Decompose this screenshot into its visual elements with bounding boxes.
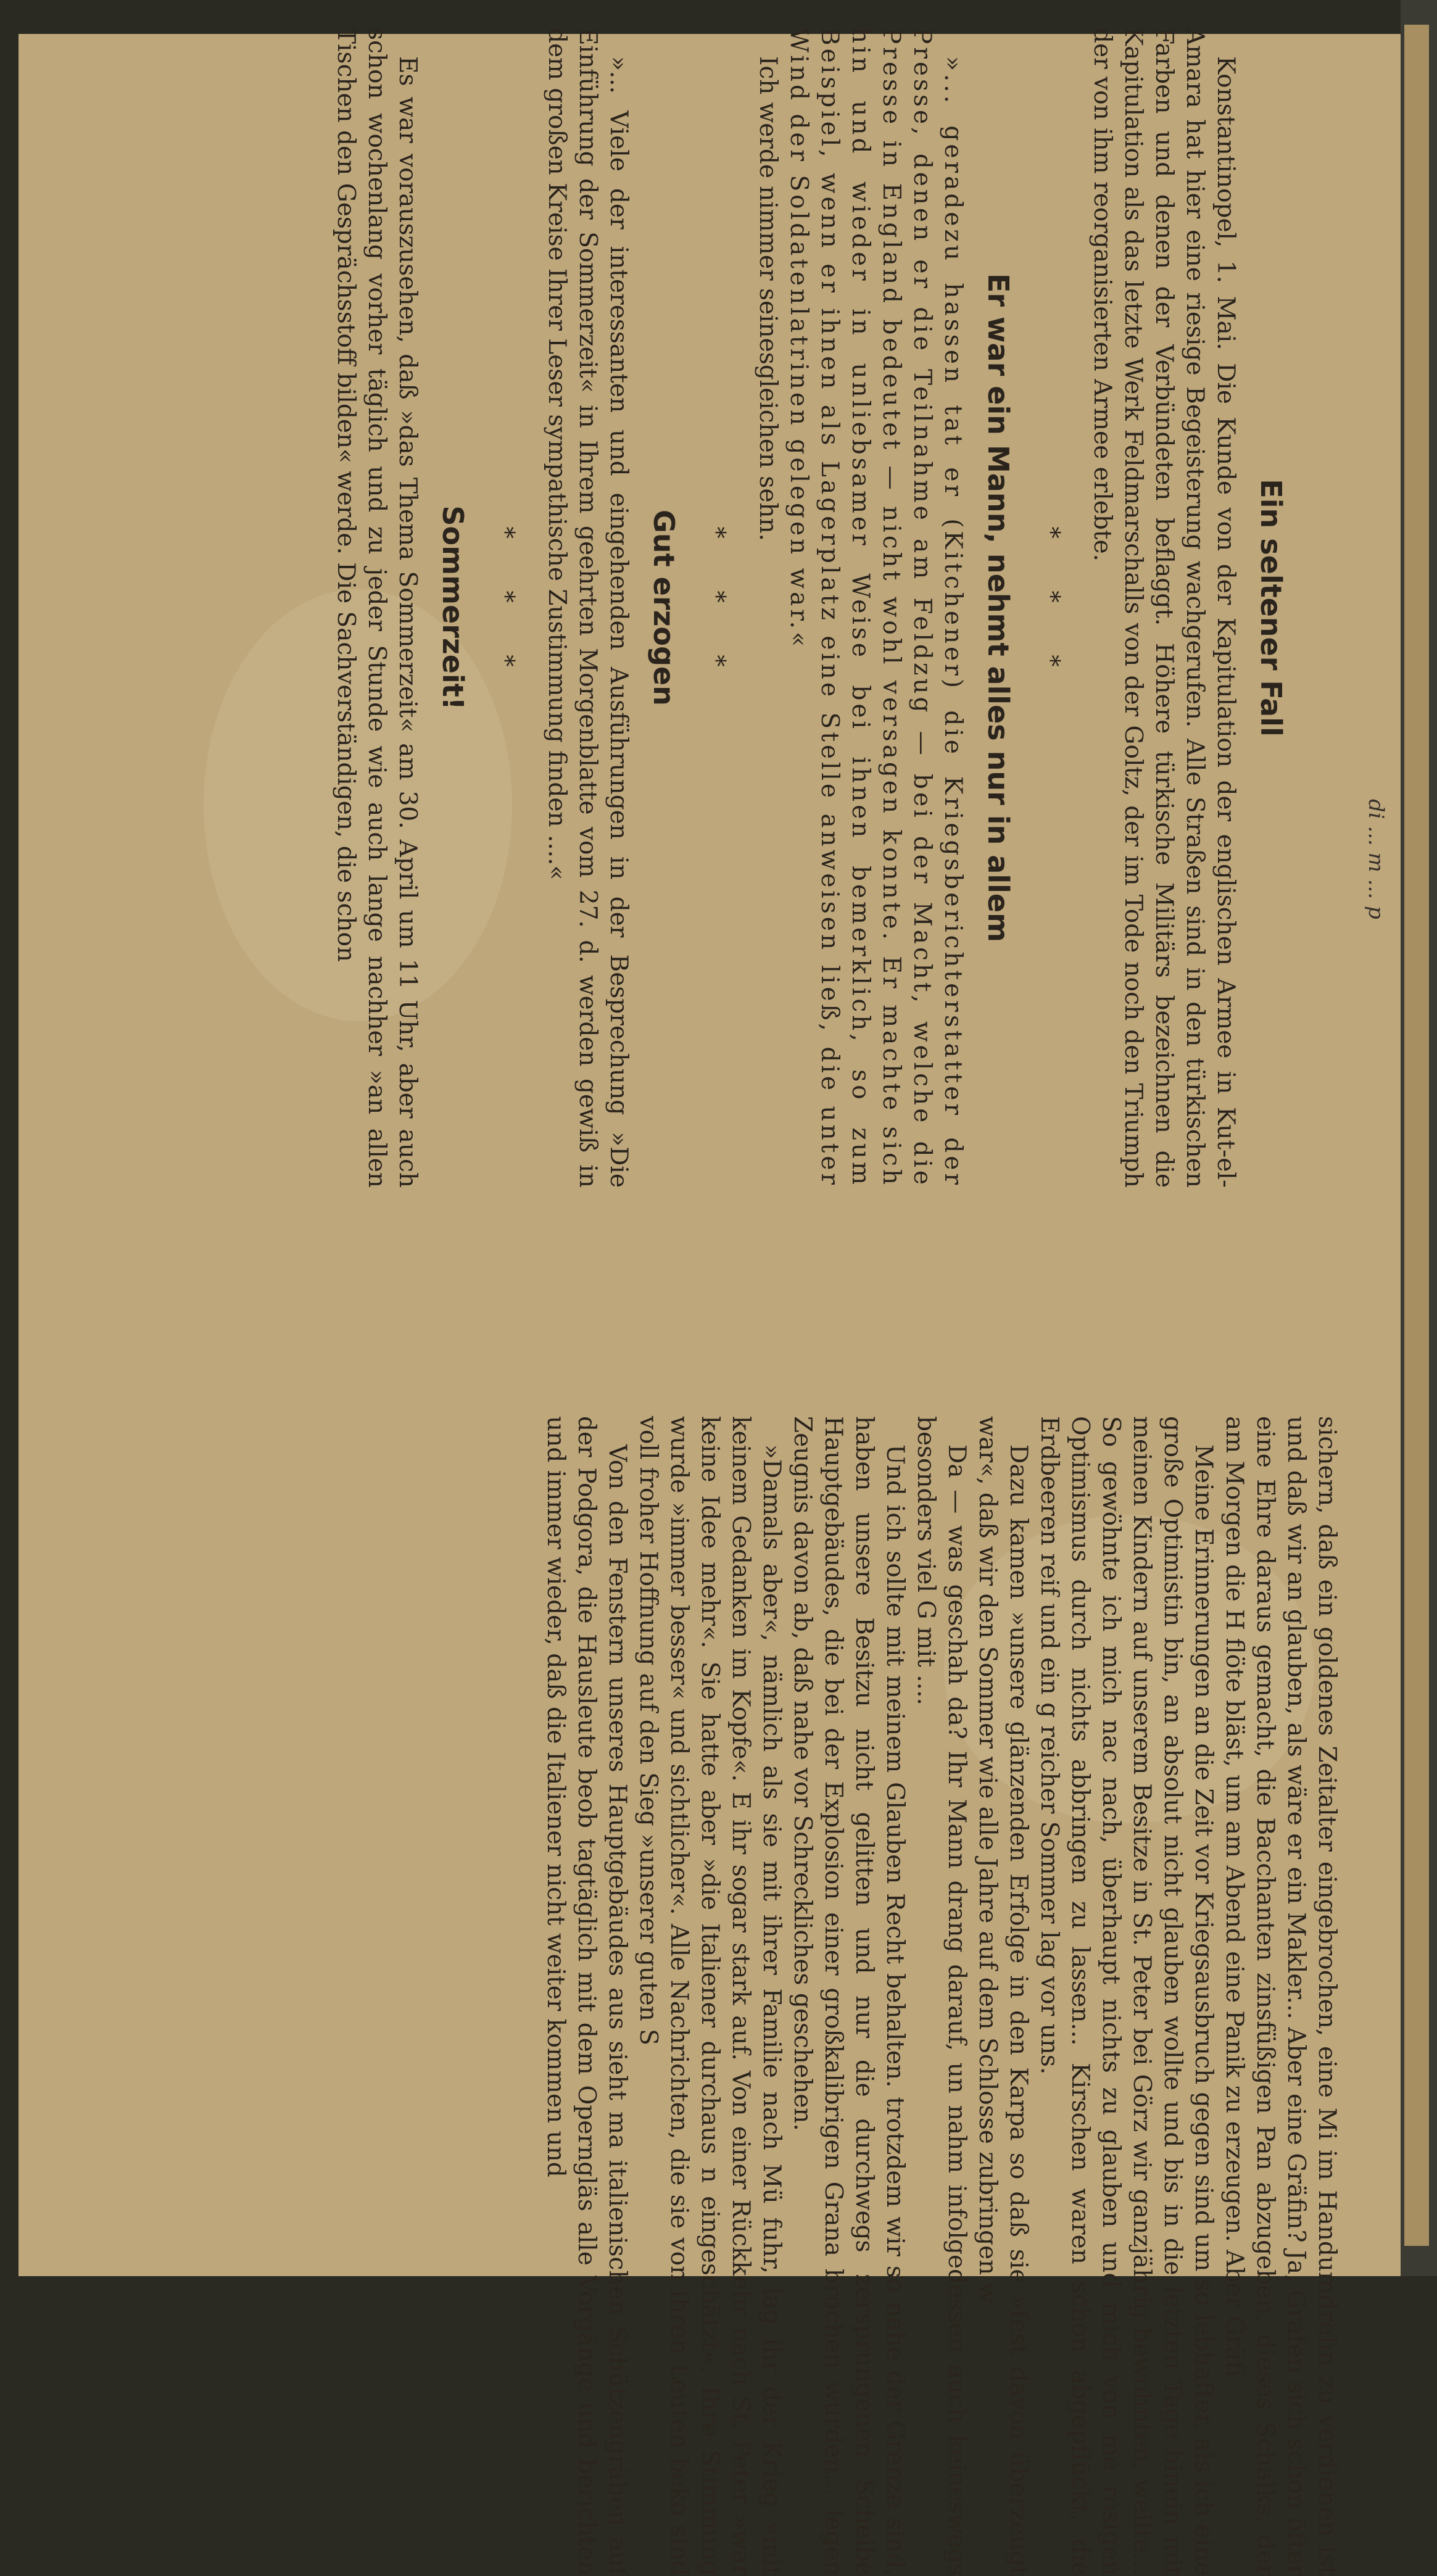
upper-column (330, 28, 1286, 1188)
paragraph: Meine Erinnerungen an die Zeit vor Kriegsausbruch gegen sind um so lebhafter, als ich eine große Optimistin bin, an absolut nicht glauben wollte und bis in die letzten Tage hinein mit meinen Kindern auf unserem Besitze in St. Peter bei Görz wir ganzjährig bewohnten, weilte... So gewöhnte ich mich nac nach, überhaupt nichts zu glauben und mich von me rosigen Optimismus durch nichts abbringen zu lassen... Kirschen waren schon abgepflückt, die Erdbeeren reif und ein g reicher Sommer lag vor uns. (1035, 1416, 1217, 2576)
text-gut-erzogen: »... Viele der interessanten und eingehenden Ausführungen in der Besprechung »Die Einführung der Sommerzeit« in Ihrem geehrten Morgenblatte vom 27. d. werden gewiß in dem großen Kreise Ihrer Leser sympathische Zustimmung finden ....« (543, 28, 632, 1188)
handwritten-margin-note: di ... m ... p (1364, 799, 1388, 919)
separator-stars: * * * (491, 526, 519, 689)
heading-er-war-ein-mann: Er war ein Mann, nehmt alles nur in allem (982, 273, 1015, 943)
paragraph: Von den Fenstern unseres Hauptgebäudes aus sieht ma italienischen Schützengräben auf der Podgora, die Hausleute beob tagtäglich mit dem Operngläs alle Vorgänge und berichten und immer wieder, daß die Italiener nicht weiter kommen und (542, 1416, 631, 2576)
separator-stars: * * * (702, 526, 730, 689)
paragraph: sichern, daß ein goldenes Zeitalter eingebrochen, eine Mi im Handumdrehn zu verdienen ist und daß wir an glauben, als wäre er ein Makler... Aber eine Gräfin? Ja, Grafen sich schon öfter eine Ehre daraus gemacht, die Bacchanten zinsfüßigen Pan abzugeben, dieses Schalks, der am Morgen die H flöte bläst, um am Abend eine Panik zu erzeugen. Aber Gräfi (1220, 1416, 1341, 2576)
heading-gut-erzogen: Gut erzogen (647, 510, 681, 706)
paragraph: Da — was geschah da? Ihr Mann drang darauf, un nahm infolgedessen auch keineswegs besonders viel G mit .... (912, 1416, 971, 2576)
paragraph: »Damals aber«, nämlich als sie mit ihrer Familie nach Mü fuhr, lag ihr der Krieg »mit keinem Gedanken im Kopfe«. E ihr sogar stark auf. Von einer Rückkehr nach St. Peter »war keine Idee mehr«. Sie hatte aber »die Italiener durchaus n eingeschätzt«. Ihre Stimmung wurde »immer besser« und sichtlicher«. Alle Nachrichten, die sie von ihren Leuten beko sind voll froher Hoffnung auf den Sieg »unserer guten S (634, 1416, 785, 2576)
text-er-war-ein-mann: »... geradezu hassen tat er (Kitchener) die Kriegsberichterstatter der Presse, denen er die Teilnahme am Feldzug — bei der Macht, welche die Presse in England bedeutet — nicht wohl versagen konnte. Er machte sich hin und wieder in unliebsamer Weise bei ihnen bemerklich, so zum Beispiel, wenn er ihnen als Lagerplatz eine Stelle anweisen ließ, die unter Wind der Soldatenlatrinen gelegen war.« (785, 28, 967, 1188)
book-binding (1401, 0, 1437, 2276)
paragraph: Dazu kamen »unsere glänzenden Erfolge in den Karpa so daß sie »fest davon überzeugt war«, daß wir den Sommer wie alle Jahre auf dem Schlosse zubringen w (974, 1416, 1032, 2576)
lower-column (540, 1416, 1342, 2576)
binding-strip (1404, 25, 1429, 2246)
heading-ein-seltener-fall: Ein seltener Fall (1254, 479, 1288, 737)
paragraph: Und ich sollte mit meinem Glauben Recht behalten. trotzdem wir so nahe der Grenze sind, haben unsere Besitzu nicht gelitten und nur die durchwegs zersprungenen Scheibe Hauptgebäudes, die bei der Explosion einer großkalibrigen Grana brochen wurden... legen Zeugnis davon ab, daß nahe vor Schreckliches geschehen. (789, 1416, 909, 2576)
text-sommerzeit: Es war vorauszusehen, daß »das Thema Sommerzeit« am 30. April um 11 Uhr, aber auch schon wochenlang vorher täglich und zu jeder Stunde wie auch lange nachher »an allen Tischen den Gesprächsstoff bilden« werde. Die Sachverständigen, die schon (332, 28, 421, 1188)
separator-stars: * * * (1037, 526, 1064, 689)
closing-line: Ich werde nimmer seinesgleichen sehn. (754, 56, 782, 542)
heading-sommerzeit: Sommerzeit! (436, 505, 470, 710)
text-ein-seltener-fall: Konstantinopel, 1. Mai. Die Kunde von der Kapitulation der englischen Armee in Kut-el-Amara hat hier eine riesige Begeisterung wachgerufen. Alle Straßen sind in den türkischen Farben und denen der Verbündeten beflaggt. Höhere türkische Militärs bezeichnen die Kapitulation als das letzte Werk Feldmarschalls von der Goltz, der im Tode noch den Triumph der von ihm reorganisierten Armee erlebte. (1088, 28, 1240, 1188)
